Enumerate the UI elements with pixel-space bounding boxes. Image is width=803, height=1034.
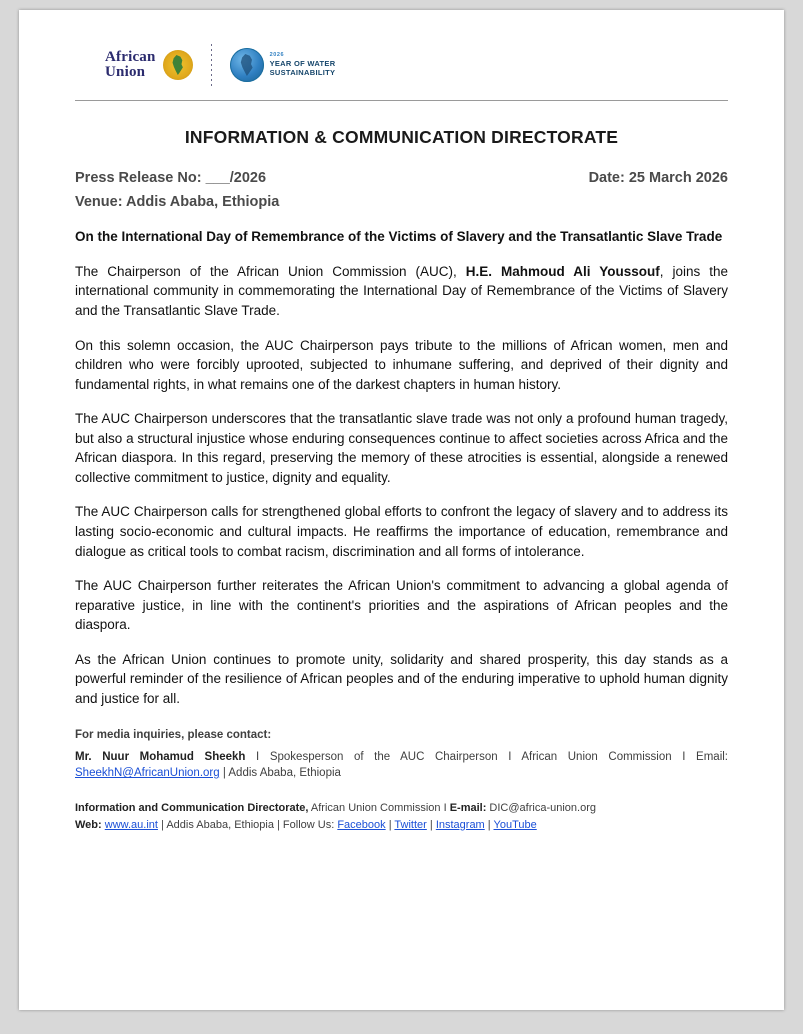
- subject-heading: On the International Day of Remembrance of the Victims of Slavery and the Transatlantic Slave Trade: [75, 229, 723, 244]
- theme-line1: YEAR OF WATER: [269, 59, 336, 69]
- footer-directorate: Information and Communication Directorate,: [75, 801, 309, 814]
- header-divider: [75, 100, 728, 101]
- twitter-link[interactable]: Twitter: [394, 818, 427, 831]
- youtube-link[interactable]: YouTube: [493, 818, 537, 831]
- vertical-dotted-divider: [211, 44, 212, 86]
- footer-email-value: DIC@africa-union.org: [486, 801, 596, 814]
- media-inquiries-heading: For media inquiries, please contact:: [75, 728, 272, 741]
- footer: [75, 800, 728, 834]
- press-release-number: Press Release No: ___/2026: [75, 170, 267, 186]
- water-globe-icon: [230, 48, 264, 82]
- theme-text: [270, 52, 336, 78]
- masthead: [75, 38, 728, 100]
- african-union-logo: [105, 50, 193, 81]
- spokesperson-role: I Spokesperson of the AUC Chairperson I African Union Commission I Email:: [245, 750, 728, 763]
- spokesperson-name: Mr. Nuur Mohamud Sheekh: [75, 750, 246, 763]
- paragraph-3: The AUC Chairperson underscores that the transatlantic slave trade was not only a profound human tragedy, but also a structural injustice whose enduring consequences continue to affect societies across Africa and the African diaspora. In this regard, preserving the memory of these atrocities is essential, alongside a renewed collective commitment to justice, dignity and equality.: [75, 411, 728, 485]
- meta-row: [75, 170, 728, 186]
- sep-2: |: [426, 818, 436, 831]
- spokesperson-location: | Addis Ababa, Ethiopia: [219, 767, 341, 780]
- sep-3: |: [484, 818, 494, 831]
- instagram-link[interactable]: Instagram: [435, 818, 485, 831]
- footer-address: | Addis Ababa, Ethiopia | Follow Us:: [157, 818, 338, 831]
- footer-email-label: E-mail:: [449, 801, 487, 814]
- theme-line2: SUSTAINABILITY: [269, 68, 336, 78]
- paragraph-5: The AUC Chairperson further reiterates the African Union's commitment to advancing a global agenda of reparative justice, in line with the continent's priorities and the aspirations of African peoples and the diaspora.: [75, 578, 728, 633]
- paragraph-6: As the African Union continues to promote unity, solidarity and shared prosperity, this day stands as a powerful reminder of the resilience of African peoples and of the enduring imperative to uphold human dignity and justice for all.: [75, 651, 728, 706]
- au-logo-text: [105, 50, 156, 81]
- au-logo-line2: Union: [105, 64, 146, 80]
- page-title: INFORMATION & COMMUNICATION DIRECTORATE: [184, 127, 619, 147]
- theme-year: 2026: [269, 52, 285, 59]
- spokesperson-email-link[interactable]: SheekhN@AfricanUnion.org: [75, 767, 220, 780]
- footer-org: African Union Commission I: [308, 801, 450, 814]
- paragraph-1-part-b: , joins the international community in commemorating the International Day of Remembrance of the Victims of Slavery and the Transatlantic Slave Trade.: [75, 263, 728, 318]
- footer-web-label: Web:: [75, 818, 102, 831]
- au-logo-line1: African: [105, 48, 156, 65]
- paragraph-2: On this solemn occasion, the AUC Chairperson pays tribute to the millions of African women, men and children who were forcibly uprooted, subjected to inhumane suffering, and deprived of their dignity and fundamental rights, in what remains one of the darkest chapters in human history.: [75, 337, 728, 392]
- year-theme-logo: [230, 48, 336, 82]
- africa-emblem-icon: [163, 50, 193, 80]
- sep-1: |: [385, 818, 395, 831]
- paragraph-1-part-a: The Chairperson of the African Union Commission (AUC),: [75, 263, 466, 279]
- footer-website-link[interactable]: www.au.int: [104, 818, 158, 831]
- venue-line: Venue: Addis Ababa, Ethiopia: [75, 194, 280, 210]
- press-release-page: [19, 10, 784, 1010]
- chairperson-name: H.E. Mahmoud Ali Youssouf: [465, 263, 660, 279]
- facebook-link[interactable]: Facebook: [337, 818, 386, 831]
- release-date: Date: 25 March 2026: [588, 170, 728, 186]
- paragraph-4: The AUC Chairperson calls for strengthened global efforts to confront the legacy of slavery and to address its lasting socio-economic and cultural impacts. He reaffirms the importance of education, remembrance and dialogue as critical tools to combat racism, discrimination and all forms of intolerance.: [75, 504, 728, 559]
- media-contact-line: [75, 749, 728, 782]
- paragraph-1: [75, 262, 728, 321]
